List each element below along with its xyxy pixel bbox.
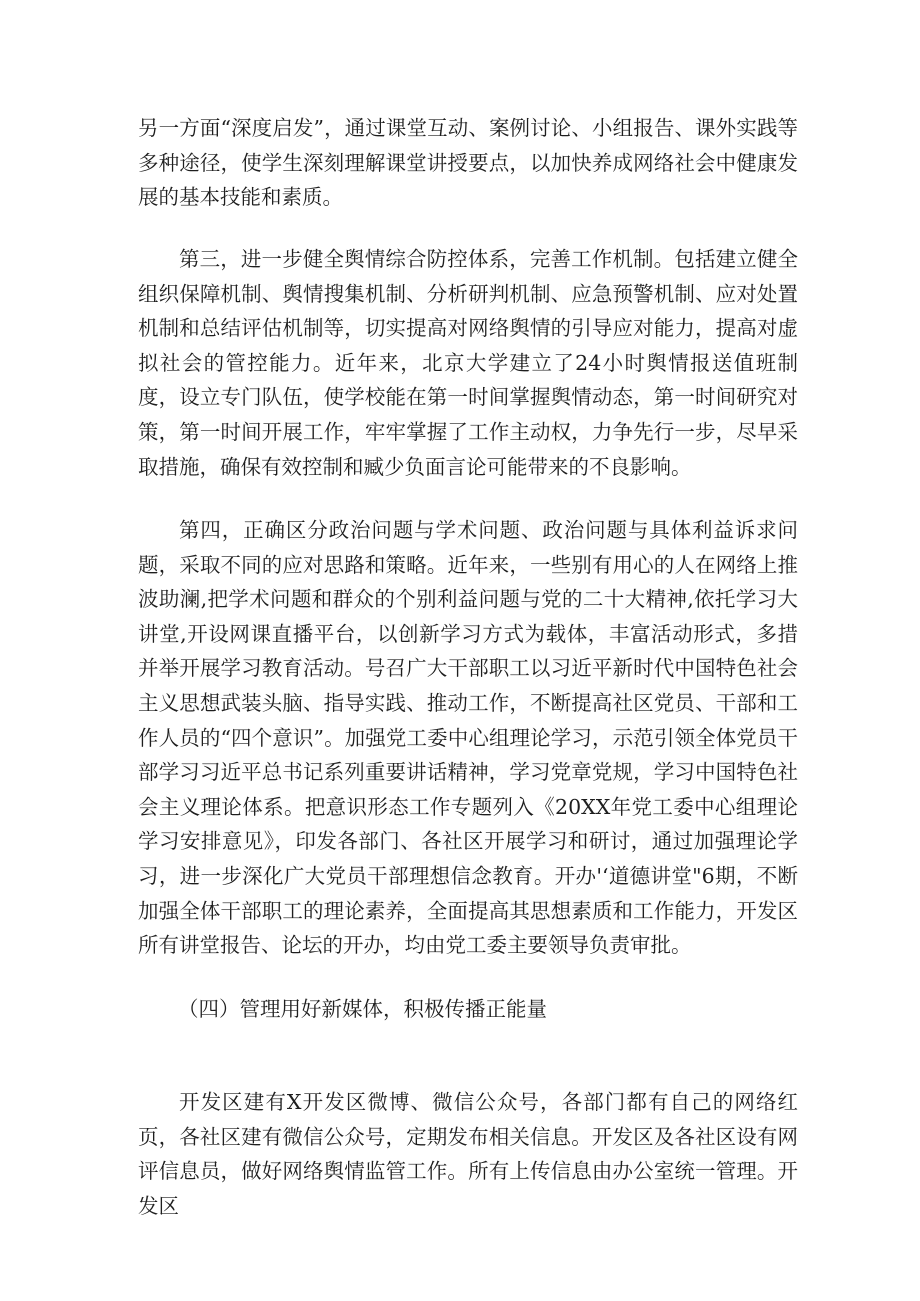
paragraph-deep-inspiration: 另一方面“深度启发”，通过课堂互动、案例讨论、小组报告、课外实践等多种途径，使学生深刻理解课堂讲授要点，以加快养成网络社会中健康发展的基本技能和素质。 — [138, 116, 798, 210]
paragraph-third-public-opinion-system: 第三，进一步健全舆情综合防控体系，完善工作机制。包括建立健全组织保障机制、舆情搜集机制、分析研判机制、应急预警机制、应对处置机制和总结评估机制等，切实提高对网络舆情的引导应对能力，提高对虚拟社会的管控能力。近年来，北京大学建立了24小时舆情报送值班制度，设立专门队伍，使学校能在第一时间掌握舆情动态，第一时间研究对策，第一时间开展工作，牢牢掌握了工作主动权，力争先行一步，尽早采取措施，确保有效控制和臧少负面言论可能带来的不良影响。 — [138, 247, 798, 479]
paragraph-fourth-political-issues: 第四，正确区分政治问题与学术问题、政治问题与具体利益诉求问题，采取不同的应对思路和策略。近年来，一些别有用心的人在网络上推波助澜,把学术问题和群众的个别利益问题与党的二十大精神,依托学习大讲堂,开设网课直播平台，以创新学习方式为载体，丰富活动形式，多措并举开展学习教育活动。号召广大干部职工以习近平新时代中国特色社会主义思想武装头脑、指导实践、推动工作，不断提高社区党员、干部和工作人员的“四个意识”。加强党工委中心组理论学习，示范引领全体党员干部学习习近平总书记系列重要讲话精神，学习党章党规，学习中国特色社会主义理论体系。把意识形态工作专题列入《20XX年党工委中心组理论学习安排意见》，印发各部门、各社区开展学习和研讨，通过加强理论学习，进一步深化广大党员干部理想信念教育。开办'‘道德讲堂"6期，不断加强全体干部职工的理论素养，全面提高其思想素质和工作能力，开发区所有讲堂报告、论坛的开办，均由党工委主要领导负责审批。 — [138, 518, 798, 958]
section-heading-new-media: （四）管理用好新媒体，积极传播正能量 — [178, 997, 547, 1021]
paragraph-development-zone-media: 开发区建有X开发区微博、微信公众号，各部门都有自己的网络红页，各社区建有微信公众号，定期发布相关信息。开发区及各社区设有网评信息员，做好网络舆情监管工作。所有上传信息由办公室统一管理。开发区 — [138, 1090, 798, 1218]
